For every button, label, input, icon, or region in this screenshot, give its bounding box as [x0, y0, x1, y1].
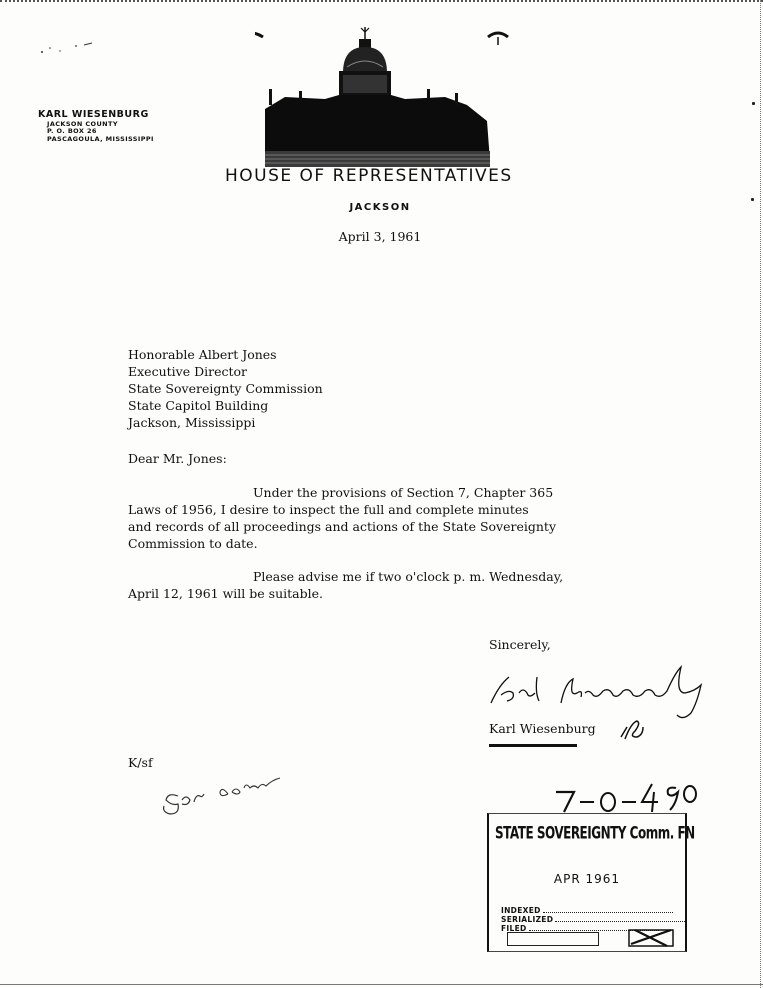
stamp-field-label: INDEXED: [501, 906, 541, 915]
paragraph-line: Under the provisions of Section 7, Chapter 365: [253, 485, 554, 500]
letterhead-city: JACKSON: [349, 202, 411, 213]
file-number: [540, 782, 700, 816]
addressee-line: Honorable Albert Jones: [128, 347, 277, 362]
bottom-page-edge: [0, 984, 763, 985]
sender-name: KARL WIESENBURG: [38, 109, 149, 120]
edge-speck: [751, 198, 754, 201]
paragraph-line: April 12, 1961 will be suitable.: [128, 586, 323, 601]
paragraph-line: Please advise me if two o'clock p. m. Wednesday,: [253, 569, 564, 584]
paragraph-line: Laws of 1956, I desire to inspect the full and complete minutes: [128, 502, 529, 517]
paragraph-line: and records of all proceedings and actions of the State Sovereignty: [128, 519, 557, 534]
body-paragraph-1: [128, 484, 648, 552]
handwritten-note: [150, 770, 300, 820]
letter-date: April 3, 1961: [338, 229, 422, 244]
sender-block: [38, 110, 154, 143]
speck-marks: [36, 38, 106, 58]
signer-name: Karl Wiesenburg: [489, 721, 596, 736]
stamp-title: STATE SOVEREIGNTY Comm. FN: [495, 823, 695, 843]
stamp-field-dots: [543, 906, 673, 913]
stamp-box: [507, 932, 599, 946]
addressee-block: [128, 346, 323, 431]
stamp-field-indexed: [501, 906, 673, 915]
signer-underline: [489, 744, 577, 747]
addressee-line: State Sovereignty Commission: [128, 381, 323, 396]
stamp-date: APR 1961: [553, 872, 621, 886]
top-dotted-border: [0, 0, 763, 5]
sender-city: PASCAGOULA, MISSISSIPPI: [47, 134, 154, 143]
institution-title: HOUSE OF REPRESENTATIVES: [225, 166, 513, 186]
stamp-field-label: SERIALIZED: [501, 915, 554, 924]
received-stamp: [487, 813, 695, 952]
closing: Sincerely,: [489, 637, 551, 652]
file-number-glyphs: [540, 782, 700, 816]
stamp-cross-mark-icon: [627, 926, 675, 948]
body-paragraph-2: [128, 568, 648, 602]
handwritten-signature: [485, 663, 725, 723]
typist-initials: K/sf: [128, 755, 153, 770]
right-page-edge: [760, 0, 761, 988]
capitol-building-icon: [255, 25, 525, 175]
sender-county: JACKSON COUNTY: [47, 119, 118, 128]
stamp-field-dots: [555, 915, 685, 922]
addressee-line: Jackson, Mississippi: [128, 415, 256, 430]
addressee-line: State Capitol Building: [128, 398, 269, 413]
edge-speck: [752, 102, 755, 105]
stamp-field-serialized: [501, 915, 685, 924]
salutation: Dear Mr. Jones:: [128, 451, 227, 466]
addressee-line: Executive Director: [128, 364, 247, 379]
sender-po-box: P. O. BOX 26: [47, 127, 97, 136]
stamp-field-label: FILED: [501, 924, 527, 933]
paragraph-line: Commission to date.: [128, 536, 258, 551]
signer-check-mark: [617, 713, 647, 741]
